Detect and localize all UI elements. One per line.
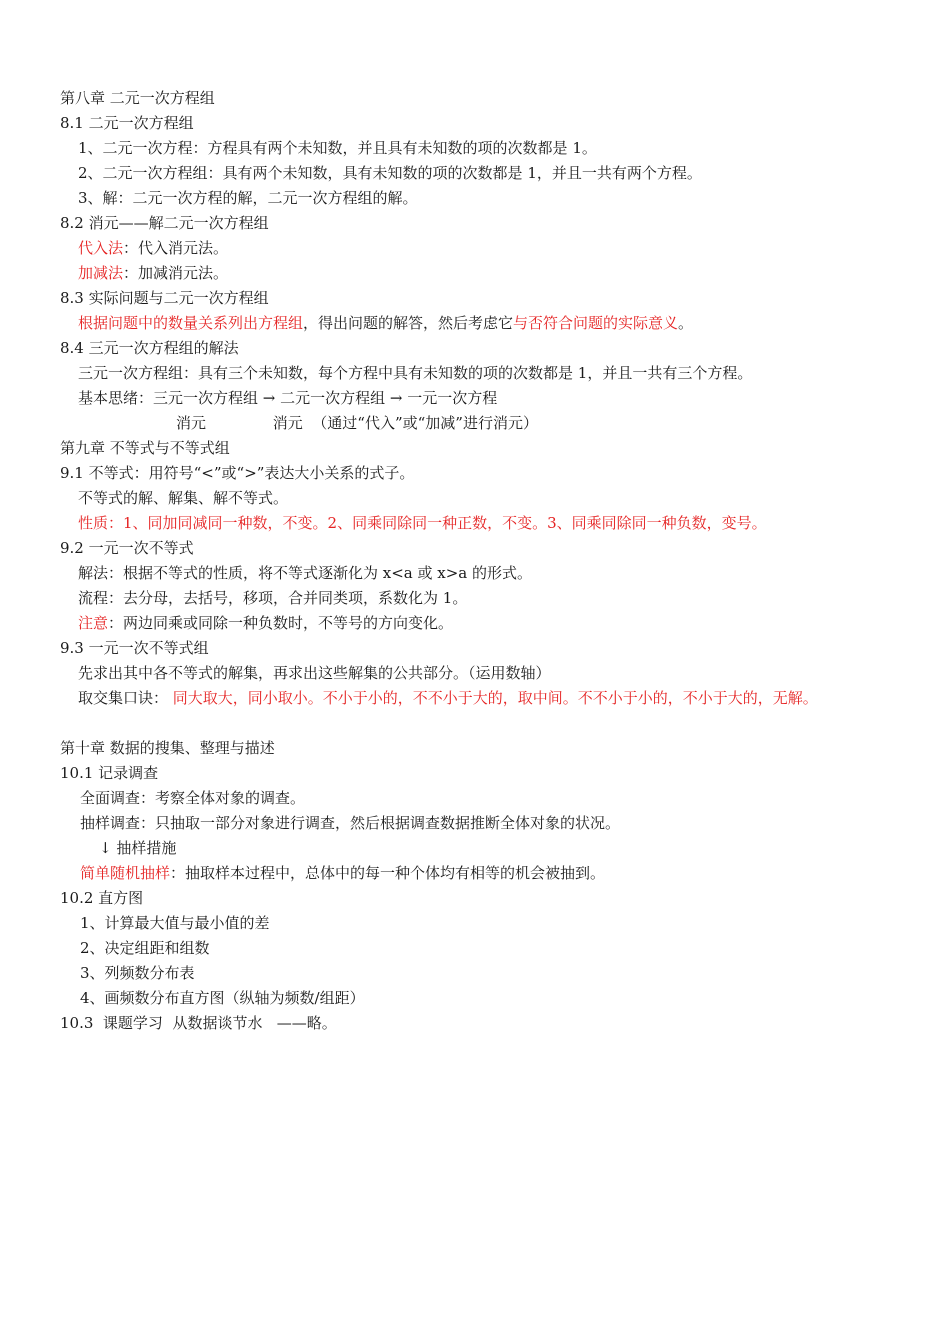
section-9-3-line-1: 先求出其中各不等式的解集，再求出这些解集的公共部分。（运用数轴） — [78, 664, 551, 682]
section-8-3-highlight-2: 与否符合问题的实际意义 — [513, 314, 679, 332]
addition-method-line — [0, 261, 228, 286]
section-9-1-line-2: 不等式的解、解集、解不等式。 — [78, 489, 289, 507]
histogram-step-1: 1、计算最大值与最小值的差 — [80, 914, 270, 932]
simple-random-sampling-line — [0, 861, 605, 886]
section-8-2-heading: 8.2 消元——解二元一次方程组 — [60, 214, 269, 232]
substitution-method-text: ：代入消元法。 — [123, 239, 229, 257]
substitution-method-label: 代入法 — [78, 239, 124, 257]
chapter-8-title: 第八章 二元一次方程组 — [60, 89, 215, 107]
simple-random-sampling-text: ：抽取样本过程中，总体中的每一种个体均有相等的机会被抽到。 — [170, 864, 606, 882]
sample-survey-line: 抽样调查：只抽取一部分对象进行调查，然后根据调查数据推断全体对象的状况。 — [80, 814, 621, 832]
intersection-rhyme-text: 同大取大，同小取小。不小于小的，不不小于大的，取中间。不不小于小的，不小于大的，无解。 — [168, 689, 818, 707]
section-10-2-heading: 10.2 直方图 — [60, 889, 144, 907]
simple-random-sampling-label: 简单随机抽样 — [80, 864, 171, 882]
note-label: 注意 — [78, 614, 109, 632]
section-10-3-heading: 10.3 课题学习 从数据谈节水 ——略。 — [60, 1014, 337, 1032]
histogram-step-4: 4、画频数分布直方图（纵轴为频数/组距） — [80, 989, 365, 1007]
section-8-1-item-1: 1、二元一次方程：方程具有两个未知数，并且具有未知数的项的次数都是 1。 — [78, 139, 597, 157]
intersection-rhyme-label: 取交集口诀： — [78, 689, 169, 707]
section-8-3-highlight-1: 根据问题中的数量关系列出方程组 — [78, 314, 304, 332]
histogram-step-3: 3、列频数分布表 — [80, 964, 195, 982]
chapter-10-title: 第十章 数据的搜集、整理与描述 — [60, 739, 275, 757]
section-8-4-basic-idea: 基本思绪：三元一次方程组 → 二元一次方程组 → 一元一次方程 — [78, 389, 498, 407]
section-9-2-note — [0, 611, 453, 636]
note-text: ：两边同乘或同除一种负数时，不等号的方向变化。 — [108, 614, 454, 632]
section-8-4-elimination-note: 消元 消元 （通过“代入”或“加减”进行消元） — [176, 414, 538, 432]
section-9-3-heading: 9.3 一元一次不等式组 — [60, 639, 209, 657]
section-8-1-item-3: 3、解：二元一次方程的解，二元一次方程组的解。 — [78, 189, 418, 207]
section-8-4-definition: 三元一次方程组：具有三个未知数，每个方程中具有未知数的项的次数都是 1，并且一共有三个方程。 — [78, 364, 753, 382]
section-9-2-method: 解法：根据不等式的性质，将不等式逐渐化为 x<a 或 x>a 的形式。 — [78, 564, 533, 582]
substitution-method-line — [0, 236, 228, 261]
section-9-2-heading: 9.2 一元一次不等式 — [60, 539, 194, 557]
addition-method-text: ：加减消元法。 — [123, 264, 229, 282]
full-survey-line: 全面调查：考察全体对象的调查。 — [80, 789, 306, 807]
section-8-1-item-2: 2、二元一次方程组：具有两个未知数，具有未知数的项的次数都是 1，并且一共有两个方程。 — [78, 164, 702, 182]
section-9-2-flow: 流程：去分母，去括号，移项，合并同类项，系数化为 1。 — [78, 589, 468, 607]
section-9-1-heading: 9.1 不等式：用符号“<”或“>”表达大小关系的式子。 — [60, 464, 415, 482]
intersection-rhyme — [0, 686, 818, 711]
sampling-measure-line: ↓ 抽样措施 — [99, 839, 177, 857]
section-8-1-heading: 8.1 二元一次方程组 — [60, 114, 194, 132]
addition-method-label: 加减法 — [78, 264, 124, 282]
section-8-3-text — [0, 311, 693, 336]
section-10-1-heading: 10.1 记录调查 — [60, 764, 159, 782]
inequality-properties: 性质：1、同加同减同一种数，不变。2、同乘同除同一种正数，不变。3、同乘同除同一种负数，变号。 — [78, 514, 767, 532]
section-8-4-heading: 8.4 三元一次方程组的解法 — [60, 339, 239, 357]
section-8-3-middle: ，得出问题的解答，然后考虑它 — [303, 314, 514, 332]
histogram-step-2: 2、决定组距和组数 — [80, 939, 210, 957]
section-8-3-heading: 8.3 实际问题与二元一次方程组 — [60, 289, 269, 307]
chapter-9-title: 第九章 不等式与不等式组 — [60, 439, 230, 457]
section-8-3-end: 。 — [678, 314, 694, 332]
